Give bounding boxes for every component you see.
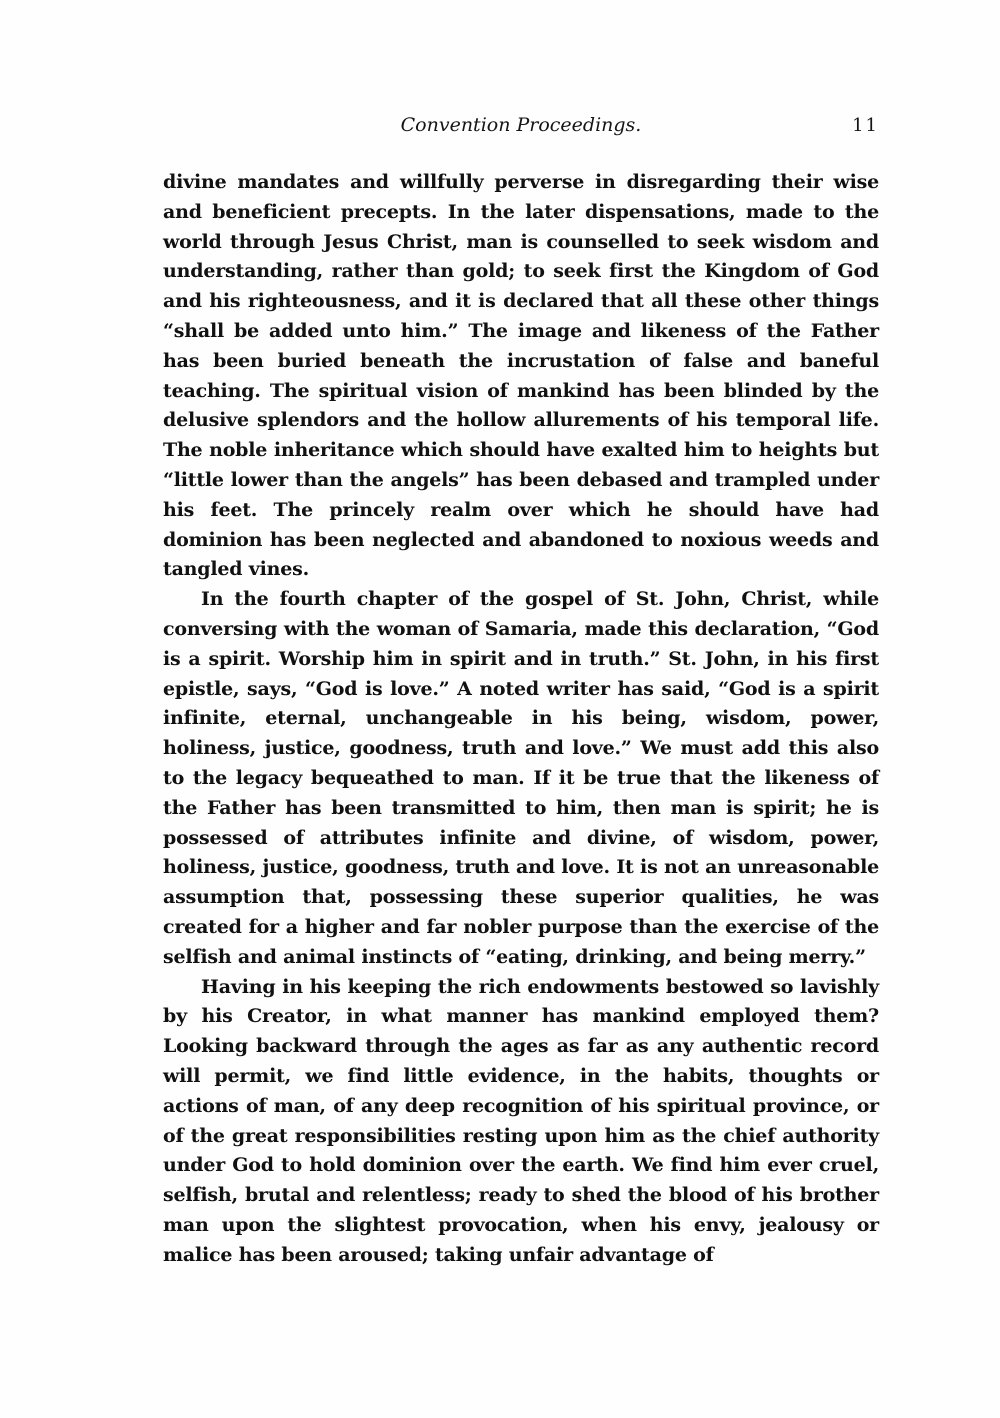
page-number: 11 [852, 115, 879, 136]
running-head [163, 112, 879, 142]
running-title: Convention Proceedings. [400, 114, 642, 136]
paragraph-continued: divine mandates and willfully perverse in disregarding their wise and beneficient precepts. In the later dispensations, made to the world through Jesus Christ, man is counselled to seek wisdom and understanding, rather than gold; to seek first the Kingdom of God and his righteousness, and it is declared that all these other things “shall be added unto him.” The image and likeness of the Father has been buried beneath the incrustation of false and baneful teaching. The spiritual vision of mankind has been blinded by the delusive splendors and the hollow allurements of his temporal life. The noble inheritance which should have exalted him to heights but “little lower than the angels” has been debased and trampled under his feet. The princely realm over which he should have had dominion has been neglected and abandoned to noxious weeds and tangled vines. [163, 171, 879, 581]
paragraph-rich-endowments: Having in his keeping the rich endowments bestowed so lavishly by his Creator, in what manner has mankind employed them? Looking backward through the ages as far as any authentic record will permit, we find little evidence, in the habits, thoughts or actions of man, of any deep recognition of his spiritual province, or of the great responsibilities resting upon him as the chief authority under God to hold dominion over the earth. We find him ever cruel, selfish, brutal and relentless; ready to shed the blood of his brother man upon the slightest provocation, when his envy, jealousy or malice has been aroused; taking unfair advantage of [163, 975, 879, 1266]
paragraph-gospel-of-john: In the fourth chapter of the gospel of St. John, Christ, while conversing with the woman of Samaria, made this declaration, “God is a spirit. Worship him in spirit and in truth.” St. John, in his first epistle, says, “God is love.” A noted writer has said, “God is a spirit infinite, eternal, unchangeable in his being, wisdom, power, holiness, justice, goodness, truth and love.” We must add this also to the legacy bequeathed to man. If it be true that the likeness of the Father has been transmitted to him, then man is spirit; he is possessed of attributes infinite and divine, of wisdom, power, holiness, justice, goodness, truth and love. It is not an unreasonable assumption that, possessing these superior qualities, he was created for a higher and far nobler purpose than the exercise of the selfish and animal instincts of “eating, drinking, and being merry.” [163, 588, 879, 968]
body-text [163, 168, 879, 1270]
